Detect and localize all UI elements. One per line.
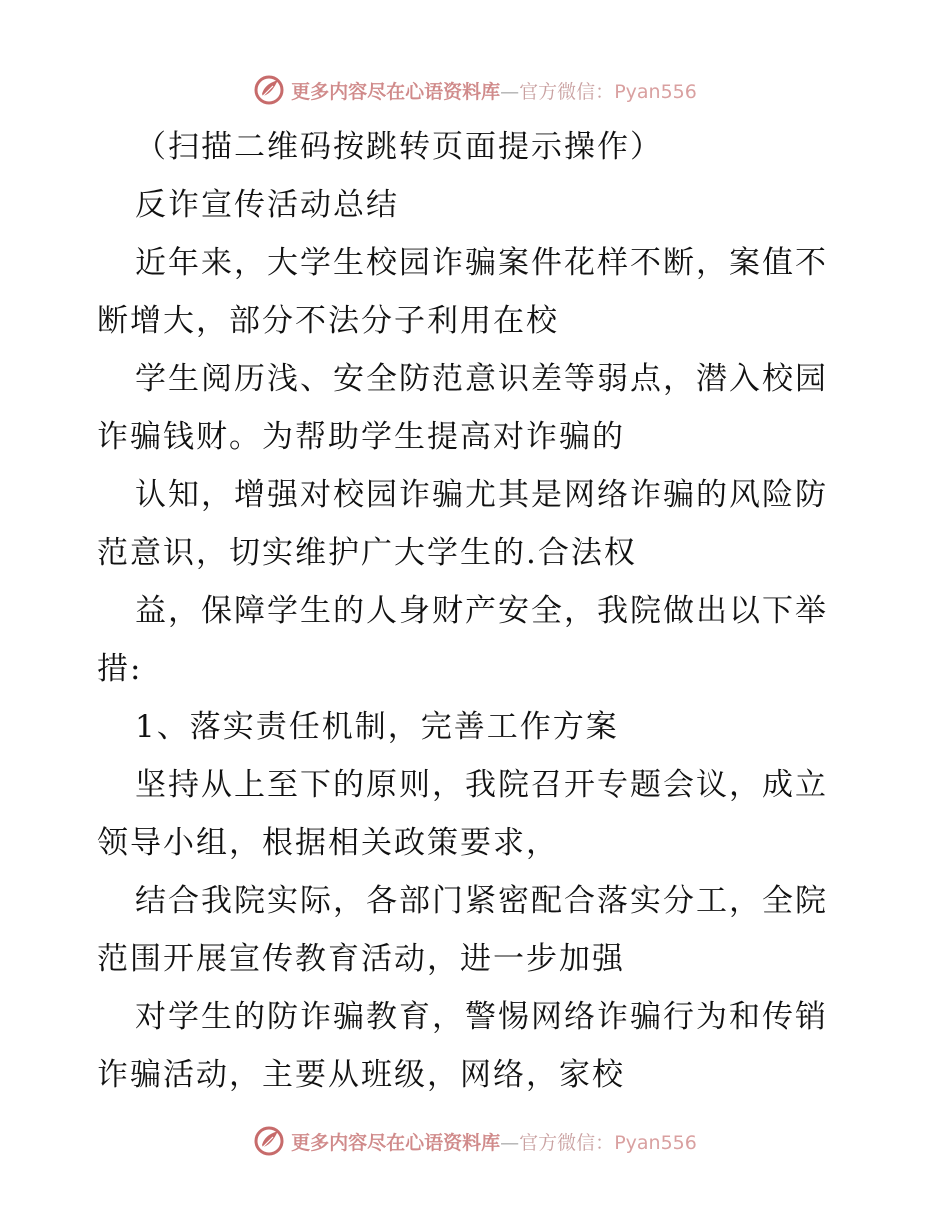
watermark-brand: 更多内容尽在心语资料库	[291, 1131, 501, 1154]
text-line: 措:	[97, 651, 143, 687]
text-line: 益，保障学生的人身财产安全，我院做出以下举	[135, 593, 828, 629]
text-line: 学生阅历浅、安全防范意识差等弱点，潜入校园	[135, 361, 828, 397]
document-body	[97, 118, 857, 1104]
watermark-id: Pyan556	[614, 80, 697, 103]
text-line: 结合我院实际，各部门紧密配合落实分工，全院	[135, 883, 828, 919]
text-line: 反诈宣传活动总结	[135, 187, 399, 223]
text-line: 诈骗钱财。为帮助学生提高对诈骗的	[97, 419, 625, 455]
text-line: 认知，增强对校园诈骗尤其是网络诈骗的风险防	[135, 477, 828, 513]
text-line: 范围开展宣传教育活动，进一步加强	[97, 941, 625, 977]
text-line: 1、落实责任机制，完善工作方案	[135, 709, 619, 745]
text-line: 诈骗活动，主要从班级，网络，家校	[97, 1057, 625, 1093]
text-line: 领导小组，根据相关政策要求，	[97, 825, 559, 861]
watermark-id: Pyan556	[614, 1131, 697, 1154]
text-line: 近年来，大学生校园诈骗案件花样不断，案值不	[135, 245, 828, 281]
text-line: （扫描二维码按跳转页面提示操作）	[135, 129, 663, 165]
leaf-seal-icon	[253, 74, 285, 106]
watermark-separator: —	[500, 1131, 520, 1154]
watermark-text	[291, 77, 697, 104]
leaf-seal-icon	[253, 1125, 285, 1157]
text-line: 断增大，部分不法分子利用在校	[97, 303, 559, 339]
watermark-text	[291, 1128, 697, 1155]
text-line: 对学生的防诈骗教育，警惕网络诈骗行为和传销	[135, 999, 828, 1035]
watermark-separator: —	[500, 80, 520, 103]
text-line: 范意识，切实维护广大学生的.合法权	[97, 535, 637, 571]
footer-watermark	[0, 1123, 950, 1159]
watermark-label: 官方微信：	[519, 1131, 615, 1154]
text-line: 坚持从上至下的原则，我院召开专题会议，成立	[135, 767, 828, 803]
watermark-label: 官方微信：	[519, 80, 615, 103]
watermark-brand: 更多内容尽在心语资料库	[291, 80, 501, 103]
header-watermark	[0, 72, 950, 108]
